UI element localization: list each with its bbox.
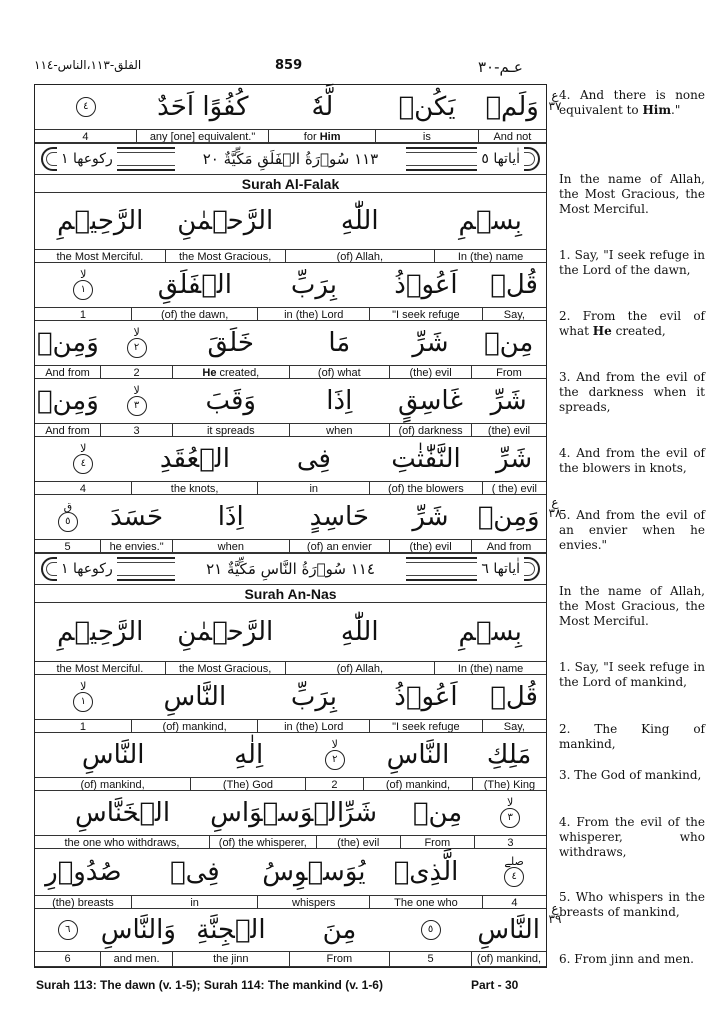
arabic-word: الَّذِىۡ (393, 857, 459, 887)
arabic-word: فِى (296, 444, 331, 474)
english-row (35, 129, 546, 143)
english-gloss: 4 (82, 131, 89, 142)
surah-header-banner (35, 143, 546, 175)
english-gloss: when (289, 424, 390, 436)
english-gloss: 3 (474, 836, 546, 848)
arabic-word: كُفُوًا اَحَدٌ (157, 92, 249, 122)
banner-surah-title: ١١٤ سُوۡرَةُ النَّاسِ مَكِّيَّةٌ ٢١ (175, 554, 406, 584)
arabic-row (35, 437, 546, 481)
translation-verse (559, 172, 705, 217)
banner-ayah-count: اٰياتها ٥ (477, 144, 524, 174)
english-row (35, 835, 546, 849)
verse-text: The King of mankind, (559, 722, 705, 751)
verse-text: And from the evil of the blowers in knots, (559, 446, 705, 475)
english-gloss: Say, (482, 308, 546, 320)
english-gloss: (of) mankind, (363, 778, 472, 790)
verse-text: Who whispers in the breasts of mankind, (559, 890, 705, 919)
english-gloss: (of) the dawn, (131, 308, 258, 320)
banner-ruku-count: رکوعها ١ (57, 144, 117, 174)
english-gloss: in (257, 482, 369, 494)
arabic-word: حَاسِدٍ (309, 502, 370, 532)
english-gloss: And not (478, 130, 546, 142)
english-gloss: 3 (100, 424, 172, 436)
arabic-word: مِنَ (322, 915, 357, 945)
verse-number: 2. (559, 722, 571, 736)
arabic-row (35, 85, 546, 129)
english-gloss: (of) Allah, (285, 250, 435, 262)
arabic-word: الۡخَنَّاسِ (75, 798, 171, 828)
arabic-word: الرَّحۡمٰنِ (177, 206, 274, 236)
english-gloss: (of) mankind, (131, 720, 258, 732)
arabic-row (35, 263, 546, 307)
ayah-number-marker (101, 386, 173, 416)
english-gloss: (of) what (289, 366, 390, 378)
verse-number: 1. (559, 248, 571, 262)
verse-number: 3. (559, 768, 571, 782)
arabic-word: خَلَقَ (207, 328, 254, 358)
english-gloss: it spreads (172, 424, 288, 436)
english-gloss: In (the) name (434, 250, 546, 262)
arabic-word: وَالنَّاسِ (100, 915, 176, 945)
pause-sign: لا (133, 384, 140, 397)
arabic-word: النَّاسِ (163, 682, 227, 712)
surah-title: Surah An-Nas (35, 585, 546, 603)
arabic-word: اَعُوۡذُ (394, 682, 458, 712)
english-gloss: (The) King (472, 778, 546, 790)
english-gloss: From (400, 836, 474, 848)
banner-ruku-count: رکوعها ١ (57, 554, 117, 584)
ayah-number-marker (35, 97, 137, 117)
verse-number: 3. (559, 370, 571, 384)
english-gloss: (the) evil (316, 836, 400, 848)
arabic-word: اللّٰهِ (340, 206, 379, 236)
translation-verse (559, 722, 705, 752)
ayah-number-marker (101, 328, 173, 358)
translation-verse (559, 952, 705, 967)
english-gloss: whispers (257, 896, 369, 908)
verse-text: In the name of Allah, the Most Gracious, the Most Merciful. (559, 584, 705, 628)
english-gloss: 5 (64, 541, 71, 552)
arabic-word: الرَّحِيۡمِ (57, 617, 144, 647)
english-gloss: 6 (64, 953, 71, 965)
ruku-margin-mark: ع ٣٨ (548, 495, 562, 520)
word-by-word-grid (34, 84, 547, 968)
arabic-word: النَّاسِ (81, 740, 145, 770)
english-gloss: the knots, (131, 482, 258, 494)
translation-verse (559, 660, 705, 690)
english-gloss: (The) God (190, 778, 305, 790)
ayah-circle: ٢ (127, 338, 147, 358)
translation-verse (559, 815, 705, 860)
english-gloss: (the) evil (389, 540, 471, 552)
arabic-row (35, 193, 546, 249)
english-row (35, 951, 546, 967)
arabic-word: يَكُنۡ (398, 92, 456, 122)
english-gloss: (of) mankind, (471, 952, 546, 966)
verse-text: And from the evil of the darkness when it spreads, (559, 370, 705, 414)
verse-text: From the evil of the whisperer, who withdraws, (559, 815, 705, 859)
english-gloss: And from (45, 425, 90, 436)
arabic-word: حَسَدَ (110, 502, 164, 532)
english-gloss: And from (471, 540, 546, 552)
arabic-word: وَمِنۡ (36, 386, 99, 416)
arabic-row (35, 909, 546, 951)
english-gloss: 1 (79, 309, 86, 320)
banner-ayah-count: اٰياتها ٦ (477, 554, 524, 584)
english-gloss: 2 (100, 366, 172, 378)
ayah-number-marker (306, 740, 364, 770)
english-gloss: ( the) evil (482, 482, 546, 494)
verse-text: The God of mankind, (574, 768, 702, 782)
arabic-row (35, 733, 546, 777)
english-gloss: And from (45, 367, 90, 378)
arabic-word: لَّهٗ (311, 92, 334, 122)
ayah-circle: ٤ (504, 867, 524, 887)
english-gloss: From (289, 952, 390, 966)
footer-part: Part - 30 (471, 978, 519, 992)
arabic-word: مَا (328, 328, 351, 358)
arabic-word: الۡوَسۡوَاسِ (210, 798, 345, 828)
english-gloss: 5 (389, 952, 471, 966)
ayah-circle: ١ (73, 280, 93, 300)
verse-number: 4. (559, 88, 571, 102)
pause-sign: لا (80, 442, 87, 455)
ayah-circle: ٣ (500, 808, 520, 828)
english-row (35, 661, 546, 675)
english-gloss: He created, (172, 366, 288, 378)
english-gloss: the Most Gracious, (165, 662, 285, 674)
ayah-circle: ٤ (76, 97, 96, 117)
arabic-word: النَّفّٰثٰتِ (391, 444, 461, 474)
arabic-word: الۡفَلَقِ (157, 270, 232, 300)
english-gloss: (of) darkness (389, 424, 471, 436)
arabic-word: شَرِّ (412, 328, 449, 358)
arabic-word: مَلِكِ (486, 740, 532, 770)
english-gloss: is (375, 130, 478, 142)
english-row (35, 777, 546, 791)
verse-text: Say, "I seek refuge in the Lord of the dawn, (559, 248, 705, 277)
arabic-row (35, 495, 546, 539)
ayah-circle: ٥ (58, 512, 78, 532)
english-gloss: when (172, 540, 288, 552)
surah-header-banner (35, 553, 546, 585)
pause-sign: لا (507, 796, 514, 809)
arabic-word: وَمِنۡ (477, 502, 540, 532)
ruku-margin-mark: ع ٣٩ (548, 901, 562, 926)
ayah-number-marker (474, 798, 546, 828)
ayah-number-marker (35, 270, 132, 300)
english-gloss: he envies." (100, 540, 172, 552)
arabic-word: شَرِّ (490, 386, 527, 416)
verse-text: From jinn and men. (574, 952, 694, 966)
english-row (35, 539, 546, 553)
ayah-circle: ٥ (421, 920, 441, 940)
verse-text: And there is none equivalent to (559, 88, 705, 117)
english-gloss: any [one] equivalent." (136, 130, 268, 142)
verse-bold: Him (642, 103, 672, 117)
arabic-word: بِرَبِّ (290, 270, 337, 300)
verse-text: From the evil of what (559, 309, 705, 338)
verse-text: And from the evil of an envier when he envies." (559, 508, 705, 552)
arabic-word: الرَّحِيۡمِ (57, 206, 144, 236)
english-gloss: the Most Merciful. (56, 251, 144, 262)
english-gloss: 2 (305, 778, 363, 790)
ayah-number-marker (35, 444, 132, 474)
arabic-word: بِرَبِّ (290, 682, 337, 712)
arabic-word: اِذَا (217, 502, 244, 532)
english-gloss: In (the) name (434, 662, 546, 674)
english-gloss: in (131, 896, 258, 908)
pause-sign: صلے (504, 855, 524, 868)
english-gloss: 1 (79, 721, 86, 732)
english-row (35, 423, 546, 437)
english-gloss: (of) an envier (289, 540, 390, 552)
translation-verse (559, 584, 705, 629)
arabic-word: شَرِّ (496, 444, 533, 474)
arabic-word: وَلَمۡ (485, 92, 539, 122)
pause-sign: لا (331, 738, 338, 751)
arabic-word: اَعُوۡذُ (394, 270, 458, 300)
ayah-circle: ٣ (127, 396, 147, 416)
english-row (35, 249, 546, 263)
ayah-circle: ١ (73, 692, 93, 712)
english-row (35, 307, 546, 321)
header-part: عـم-٣٠ (478, 58, 523, 76)
arabic-word: شَرِّ (412, 502, 449, 532)
arabic-row (35, 791, 546, 835)
english-gloss: 4 (482, 896, 546, 908)
english-gloss: for Him (268, 130, 375, 142)
english-gloss: in (the) Lord (257, 308, 369, 320)
english-gloss: and men. (100, 952, 172, 966)
translation-verse (559, 248, 705, 278)
pause-sign: لا (133, 326, 140, 339)
english-gloss: "I seek refuge (369, 720, 482, 732)
pause-sign: ق (63, 500, 73, 513)
verse-number: 2. (559, 309, 571, 323)
english-row (35, 365, 546, 379)
arabic-word: بِسۡمِ (458, 206, 522, 236)
english-row (35, 481, 546, 495)
arabic-word: وَقَبَ (205, 386, 256, 416)
verse-number: 4. (559, 446, 571, 460)
verse-text: In the name of Allah, the Most Gracious, the Most Merciful. (559, 172, 705, 216)
arabic-row (35, 849, 546, 895)
english-row (35, 895, 546, 909)
arabic-word: اللّٰهِ (340, 617, 379, 647)
translation-verse (559, 768, 705, 783)
english-gloss: The one who (369, 896, 482, 908)
ayah-number-marker (390, 920, 472, 940)
arabic-word: قُلۡ (490, 270, 538, 300)
arabic-word: الۡجِنَّةِ (196, 915, 266, 945)
english-gloss: 4 (79, 483, 86, 494)
translation-verse (559, 370, 705, 415)
english-gloss: (the) breasts (52, 897, 114, 908)
ayah-circle: ٤ (73, 454, 93, 474)
arabic-row (35, 603, 546, 661)
verse-number: 5. (559, 508, 571, 522)
arabic-word: الرَّحۡمٰنِ (177, 617, 274, 647)
verse-number: 4. (559, 815, 571, 829)
surah-title: Surah Al-Falak (35, 175, 546, 193)
arabic-word: الۡعُقَدِ (159, 444, 230, 474)
ayah-circle: ٦ (58, 920, 78, 940)
arabic-word: النَّاسِ (477, 915, 540, 945)
arabic-word: النَّاسِ (386, 740, 450, 770)
arabic-word: اِذَا (326, 386, 353, 416)
english-gloss: the jinn (172, 952, 288, 966)
english-gloss: in (the) Lord (257, 720, 369, 732)
arabic-word: غَاسِقٍ (397, 386, 463, 416)
arabic-word: مِنۡ (412, 798, 463, 828)
english-gloss: From (471, 366, 546, 378)
english-gloss: (of) the blowers (369, 482, 482, 494)
arabic-word: قُلۡ (490, 682, 538, 712)
verse-text: Say, "I seek refuge in the Lord of mankind, (559, 660, 705, 689)
english-gloss: (of) the whisperer, (209, 836, 316, 848)
arabic-word: يُوَسۡوِسُ (262, 857, 366, 887)
header-surah-names: الفلق-١١٣،الناس-١١٤ (34, 58, 142, 72)
arabic-word: اِلٰهِ (234, 740, 264, 770)
english-gloss: the Most Gracious, (165, 250, 285, 262)
verse-number: 1. (559, 660, 571, 674)
translation-verse (559, 446, 705, 476)
arabic-row (35, 321, 546, 365)
english-gloss: (the) evil (471, 424, 546, 436)
ayah-number-marker (35, 502, 101, 532)
pause-sign: لا (80, 680, 87, 693)
arabic-row (35, 379, 546, 423)
footer-reference: Surah 113: The dawn (v. 1-5); Surah 114: The mankind (v. 1-6) (36, 978, 383, 992)
pause-sign: لا (80, 268, 87, 281)
arabic-row (35, 675, 546, 719)
arabic-word: مِنۡ (483, 328, 534, 358)
ayah-circle: ٢ (325, 750, 345, 770)
english-gloss: "I seek refuge (369, 308, 482, 320)
arabic-word: فِىۡ (170, 857, 220, 887)
english-row (35, 719, 546, 733)
verse-bold: He (592, 324, 612, 338)
arabic-word: صُدُوۡرِ (45, 857, 122, 887)
english-gloss: the one who withdraws, (64, 837, 180, 848)
english-gloss: (the) evil (389, 366, 471, 378)
ruku-margin-mark: ع ٣٧ (548, 88, 562, 113)
translation-verse (559, 508, 705, 553)
english-gloss: (of) mankind, (80, 779, 145, 790)
banner-surah-title: ١١٣ سُوۡرَةُ الۡفَلَقِ مَكِّيَّةٌ ٢٠ (175, 144, 406, 174)
arabic-word: بِسۡمِ (458, 617, 522, 647)
english-gloss: the Most Merciful. (56, 663, 144, 674)
translation-verse (559, 890, 705, 920)
english-gloss: Say, (482, 720, 546, 732)
arabic-word: شَرِّ (340, 798, 377, 828)
english-gloss: (of) Allah, (285, 662, 435, 674)
translation-verse: 2. From the evil of what He created, (559, 309, 705, 338)
translation-verse: 4. And there is none equivalent to Him." (559, 88, 705, 117)
verse-number: 6. (559, 952, 571, 966)
arabic-word: وَمِنۡ (36, 328, 99, 358)
verse-number: 5. (559, 890, 571, 904)
ayah-number-marker (482, 857, 546, 887)
ayah-number-marker (35, 682, 132, 712)
ayah-number-marker (35, 920, 101, 940)
page-number: 859 (275, 58, 303, 73)
